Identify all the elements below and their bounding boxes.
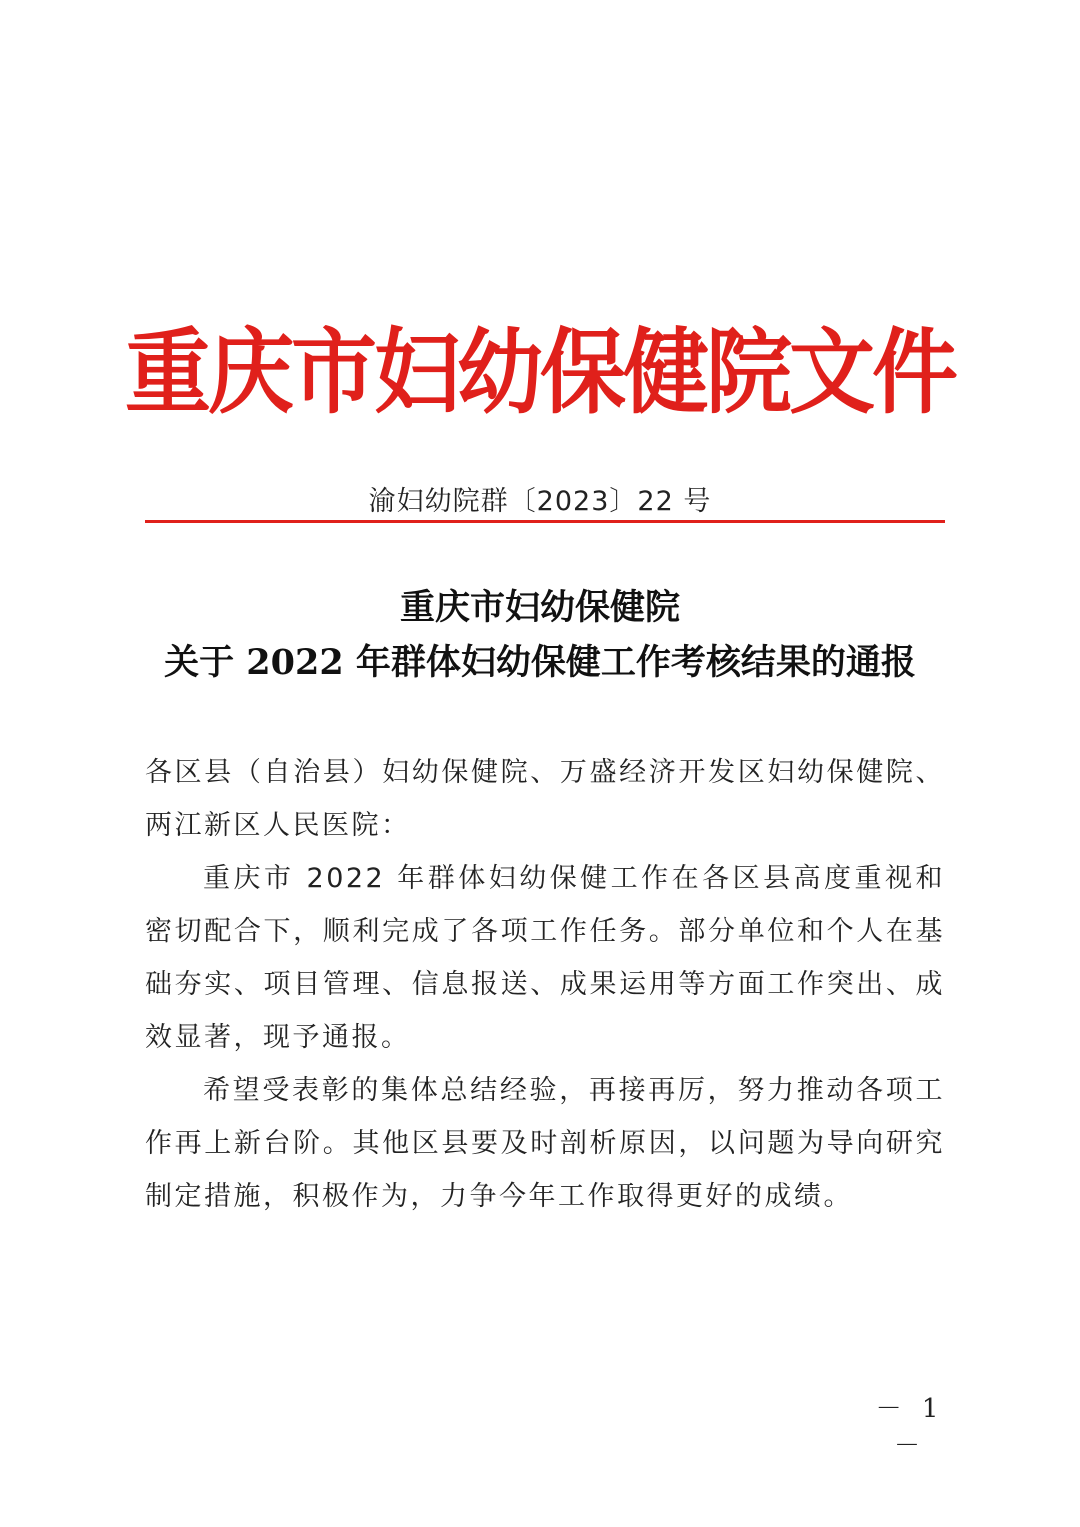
body-paragraph-1: 重庆市 2022 年群体妇幼保健工作在各区县高度重视和密切配合下，顺利完成了各项工作任务。部分单位和个人在基础夯实、项目管理、信息报送、成果运用等方面工作突出、成效显著，现予通报。: [145, 863, 945, 1053]
body-paragraph-2: 希望受表彰的集体总结经验，再接再厉，努力推动各项工作再上新台阶。其他区县要及时剖析原因，以问题为导向研究制定措施，积极作为，力争今年工作取得更好的成绩。: [145, 1075, 945, 1212]
document-title-line-2: 关于 2022 年群体妇幼保健工作考核结果的通报: [164, 642, 916, 683]
masthead-title: 重庆市妇幼保健院文件: [125, 317, 955, 427]
document-title-line-1: 重庆市妇幼保健院: [399, 587, 680, 628]
document-number: 渝妇幼院群〔2023〕22 号: [368, 486, 712, 517]
salutation: 各区县（自治县）妇幼保健院、万盛经济开发区妇幼保健院、两江新区人民医院：: [145, 757, 945, 841]
red-separator-line: [145, 520, 945, 523]
page-number: － 1 －: [875, 1394, 945, 1461]
